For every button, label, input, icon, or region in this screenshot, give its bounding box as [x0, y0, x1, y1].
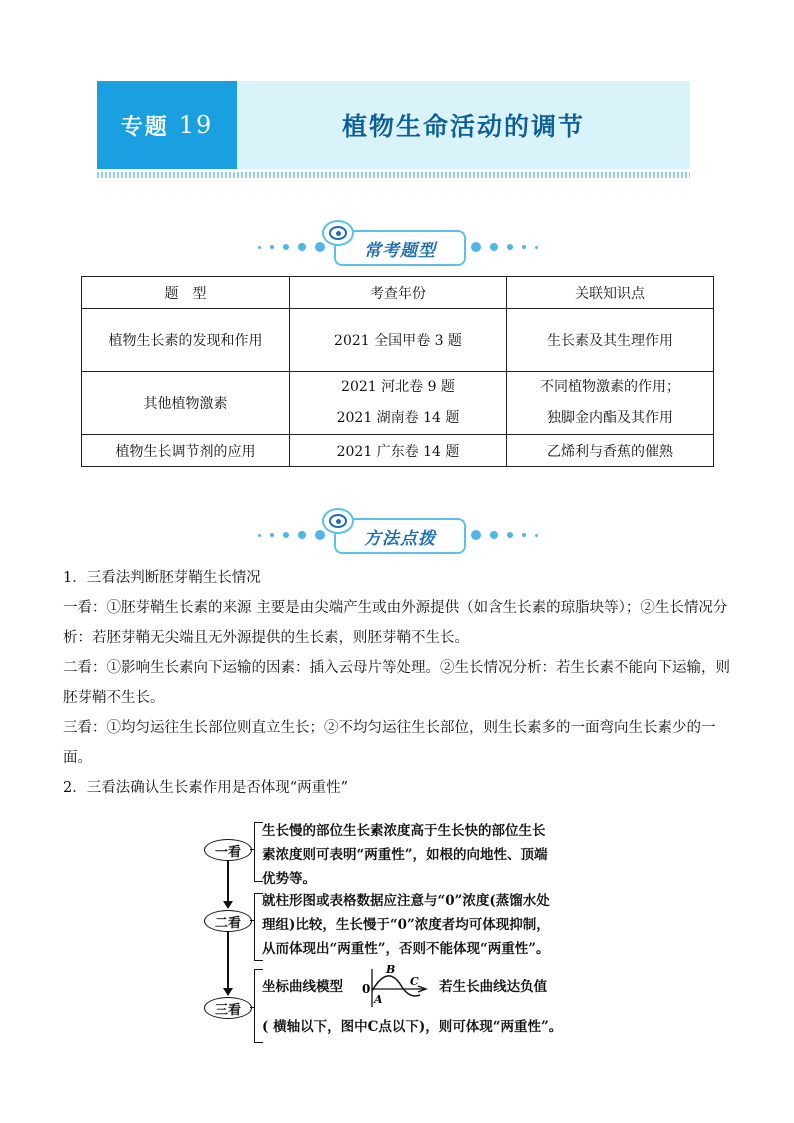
step2-line: 从而体现出“两重性”，否则不能体现“两重性”。	[262, 941, 550, 957]
section-header-types	[258, 220, 538, 266]
method-section	[63, 563, 731, 803]
arrow-down-icon	[223, 901, 233, 909]
point-c: C	[410, 975, 419, 988]
flow-line	[227, 932, 229, 988]
step3-prefix: 坐标曲线模型	[262, 979, 343, 995]
banner-rule	[97, 172, 690, 178]
method-heading-1: 1．三看法判断胚芽鞘生长情况	[63, 570, 261, 586]
step1-line: 优势等。	[262, 871, 316, 887]
step1-text	[262, 819, 548, 891]
flow-line	[227, 861, 229, 901]
cell-years: 2021 广东卷 14 题	[290, 435, 507, 467]
year-line: 2021 河北卷 9 题	[341, 379, 455, 395]
cell-points	[507, 372, 714, 435]
table-row	[82, 309, 714, 372]
cell-years: 2021 全国甲卷 3 题	[290, 309, 507, 372]
section-header-methods	[258, 508, 538, 554]
section-title-types: 常考题型	[334, 230, 466, 266]
eye-icon	[322, 508, 354, 534]
topic-number: 19	[178, 111, 214, 139]
step3-line2: ( 横轴以下，图中C点以下)，则可体现“两重性”。	[262, 1019, 563, 1035]
header-years: 考查年份	[290, 277, 507, 309]
table-row	[82, 372, 714, 435]
dots-decoration	[471, 242, 538, 252]
step2-text	[262, 889, 550, 961]
cell-points: 乙烯利与香蕉的催熟	[507, 435, 714, 467]
topic-label-text: 专题	[120, 113, 169, 140]
curve-model-graph	[358, 965, 438, 1009]
table-header-row	[82, 277, 714, 309]
point-a: A	[374, 993, 383, 1006]
method-paragraph-1: 一看：①胚芽鞘生长素的来源 主要是由尖端产生或由外源提供（如含生长素的琼脂块等）；②生长情况分析：若胚芽鞘无尖端且无外源提供的生长素，则胚芽鞘不生长。	[63, 600, 728, 646]
three-look-diagram	[204, 817, 604, 1047]
cell-years	[290, 372, 507, 435]
arrow-down-icon	[223, 988, 233, 996]
step2-line: 理组)比较，生长慢于“0”浓度者均可体现抑制，	[262, 917, 550, 933]
cell-type: 其他植物激素	[82, 372, 290, 435]
step-oval: 二看	[204, 910, 252, 932]
dots-decoration	[258, 530, 325, 540]
topic-label	[97, 81, 237, 169]
header-type: 题 型	[82, 277, 290, 309]
section-title-methods: 方法点拨	[334, 518, 466, 554]
eye-icon	[322, 220, 354, 246]
method-paragraph-2: 二看：①影响生长素向下运输的因素：插入云母片等处理。②生长情况分析：若生长素不能向下运输，则胚芽鞘不生长。	[63, 660, 730, 706]
point-b: B	[386, 965, 396, 976]
step-oval: 一看	[204, 839, 252, 861]
dots-decoration	[471, 530, 538, 540]
method-heading-2: 2．三看法确认生长素作用是否体现“两重性”	[63, 780, 349, 796]
header-points: 关联知识点	[507, 277, 714, 309]
step3-suffix: 若生长曲线达负值	[439, 979, 548, 995]
axis-zero: 0	[362, 982, 371, 996]
topic-banner	[97, 81, 690, 169]
step1-line: 生长慢的部位生长素浓度高于生长快的部位生长	[262, 823, 546, 839]
cell-points: 生长素及其生理作用	[507, 309, 714, 372]
cell-type: 植物生长素的发现和作用	[82, 309, 290, 372]
cell-type: 植物生长调节剂的应用	[82, 435, 290, 467]
table-row	[82, 435, 714, 467]
point-line: 独脚金内酯及其作用	[547, 410, 673, 426]
step-oval: 三看	[204, 997, 252, 1019]
question-type-table	[81, 276, 714, 467]
page-title: 植物生命活动的调节	[341, 112, 585, 141]
dots-decoration	[258, 242, 325, 252]
step1-line: 素浓度则可表明“两重性”，如根的向地性、顶端	[262, 847, 548, 863]
point-line: 不同植物激素的作用；	[540, 379, 680, 395]
step2-line: 就柱形图或表格数据应注意与“0”浓度(蒸馏水处	[262, 893, 550, 909]
method-paragraph-3: 三看：①均匀运往生长部位则直立生长；②不均匀运往生长部位，则生长素多的一面弯向生长素少的一面。	[63, 720, 716, 766]
year-line: 2021 湖南卷 14 题	[336, 410, 460, 426]
